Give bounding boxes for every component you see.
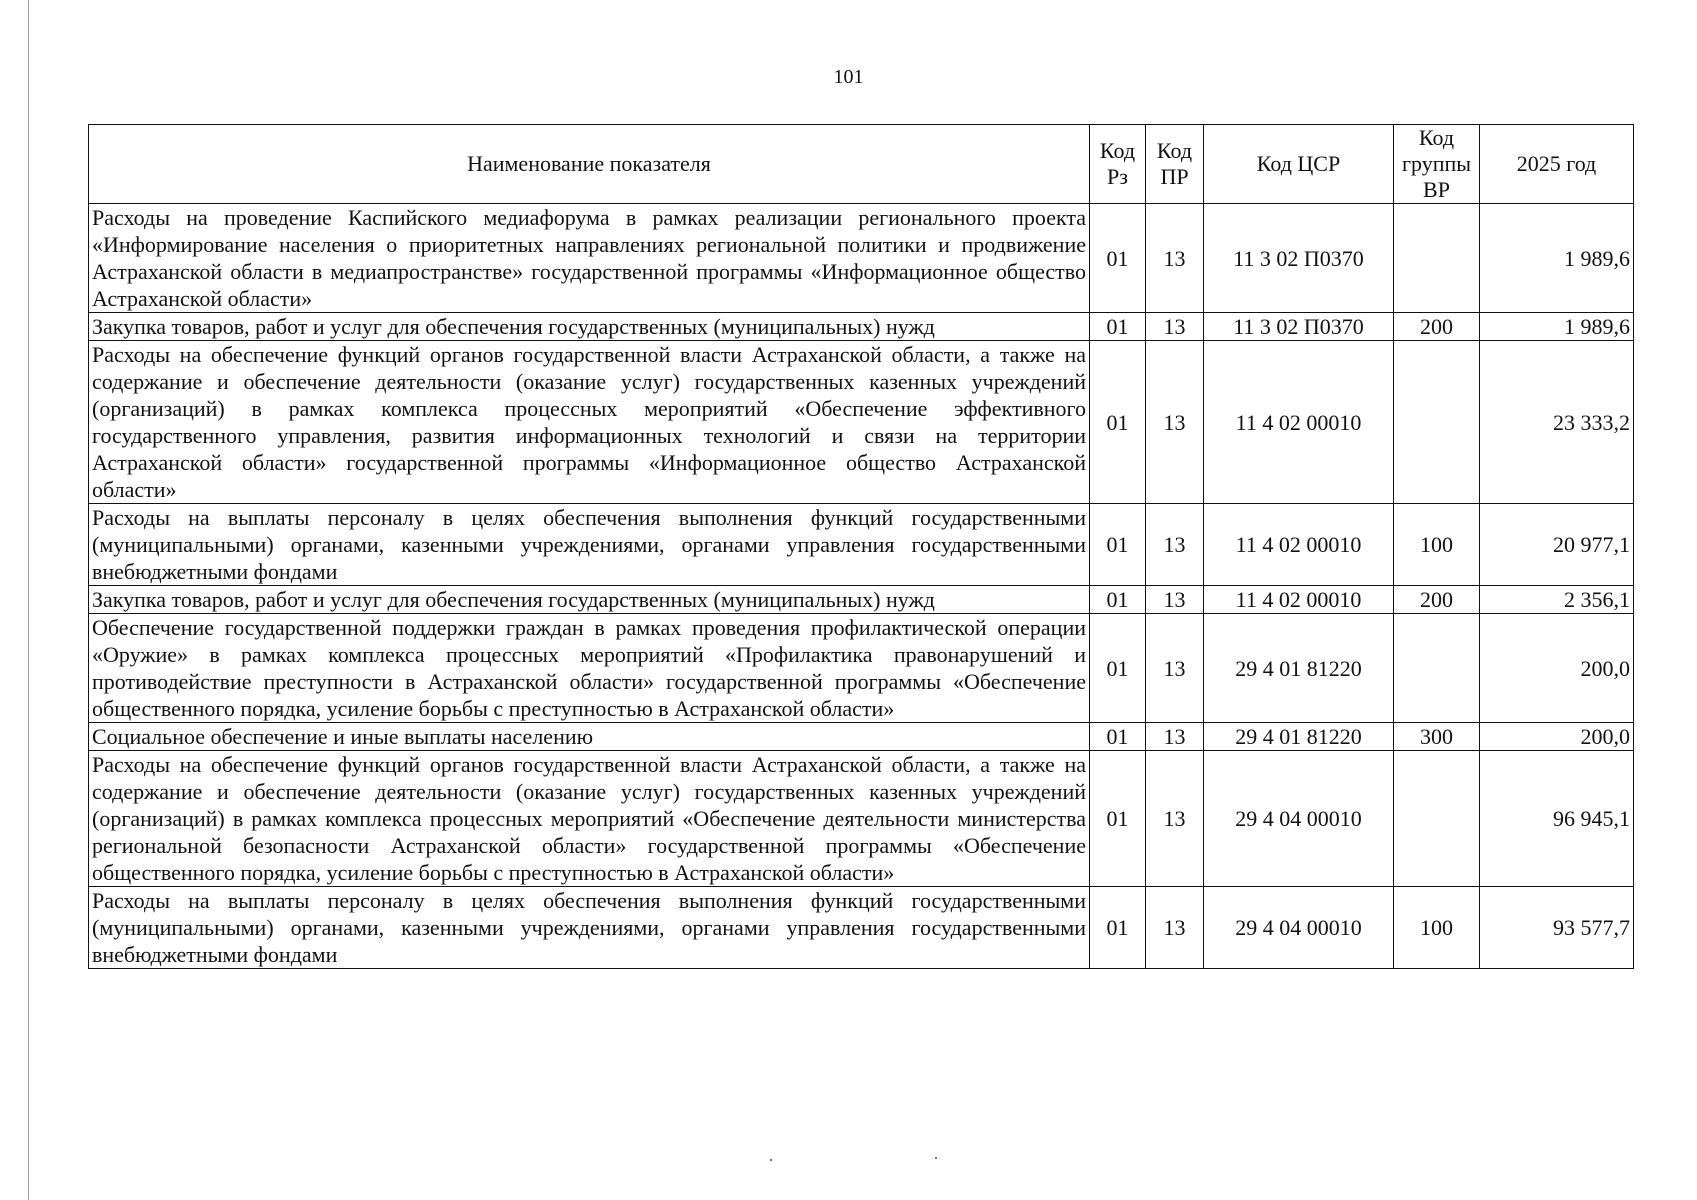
row-pr: 13 (1146, 751, 1204, 887)
table-row (89, 586, 1634, 614)
table-row (89, 341, 1634, 504)
row-rz: 01 (1090, 723, 1146, 751)
row-vr: 200 (1394, 313, 1480, 341)
scan-artifact (770, 1159, 772, 1161)
row-vr (1394, 204, 1480, 313)
row-name: Обеспечение государственной поддержки граждан в рамках проведения профилактической операции «Оружие» в рамках комплекса процессных мероприятий «Профилактика правонарушений и противодействие преступности в Астраханской области» государственной программы «Обеспечение общественного порядка, усиление борьбы с преступностью в Астраханской области» (89, 614, 1090, 723)
row-pr: 13 (1146, 614, 1204, 723)
row-pr: 13 (1146, 204, 1204, 313)
row-csr: 29 4 04 00010 (1204, 887, 1394, 969)
row-amount: 200,0 (1480, 723, 1634, 751)
row-csr: 11 3 02 П0370 (1204, 204, 1394, 313)
row-csr: 11 4 02 00010 (1204, 586, 1394, 614)
row-amount: 1 989,6 (1480, 313, 1634, 341)
header-csr: Код ЦСР (1204, 125, 1394, 204)
row-name: Расходы на выплаты персоналу в целях обеспечения выполнения функций государственными (муниципальными) органами, казенными учреждениями, органами управления государственными внебюджетными фондами (89, 887, 1090, 969)
row-name: Расходы на обеспечение функций органов государственной власти Астраханской области, а также на содержание и обеспечение деятельности (оказание услуг) государственных казенных учреждений (организаций) в рамках комплекса процессных мероприятий «Обеспечение эффективного государственного управления, развития информационных технологий и связи на территории Астраханской области» государственной программы «Информационное общество Астраханской области» (89, 341, 1090, 504)
row-amount: 1 989,6 (1480, 204, 1634, 313)
row-csr: 11 4 02 00010 (1204, 341, 1394, 504)
row-vr: 200 (1394, 586, 1480, 614)
row-csr: 11 4 02 00010 (1204, 504, 1394, 586)
budget-table (88, 124, 1634, 969)
row-amount: 2 356,1 (1480, 586, 1634, 614)
row-name: Социальное обеспечение и иные выплаты населению (89, 723, 1090, 751)
row-vr (1394, 341, 1480, 504)
table-row (89, 887, 1634, 969)
row-pr: 13 (1146, 887, 1204, 969)
row-pr: 13 (1146, 723, 1204, 751)
row-amount: 96 945,1 (1480, 751, 1634, 887)
row-vr (1394, 751, 1480, 887)
row-name: Расходы на проведение Каспийского медиафорума в рамках реализации регионального проекта «Информирование населения о приоритетных направлениях региональной политики и продвижение Астраханской области в медиапространстве» государственной программы «Информационное общество Астраханской области» (89, 204, 1090, 313)
row-csr: 29 4 01 81220 (1204, 614, 1394, 723)
row-vr: 300 (1394, 723, 1480, 751)
row-pr: 13 (1146, 504, 1204, 586)
header-pr: Код ПР (1146, 125, 1204, 204)
row-pr: 13 (1146, 586, 1204, 614)
row-rz: 01 (1090, 504, 1146, 586)
row-amount: 93 577,7 (1480, 887, 1634, 969)
row-amount: 20 977,1 (1480, 504, 1634, 586)
table-header-row (89, 125, 1634, 204)
row-rz: 01 (1090, 614, 1146, 723)
row-name: Расходы на выплаты персоналу в целях обеспечения выполнения функций государственными (муниципальными) органами, казенными учреждениями, органами управления государственными внебюджетными фондами (89, 504, 1090, 586)
row-amount: 23 333,2 (1480, 341, 1634, 504)
row-csr: 29 4 01 81220 (1204, 723, 1394, 751)
row-vr: 100 (1394, 887, 1480, 969)
row-rz: 01 (1090, 204, 1146, 313)
scan-artifact (935, 1157, 937, 1159)
row-vr (1394, 614, 1480, 723)
row-name: Расходы на обеспечение функций органов государственной власти Астраханской области, а также на содержание и обеспечение деятельности (оказание услуг) государственных казенных учреждений (организаций) в рамках комплекса процессных мероприятий «Обеспечение деятельности министерства региональной безопасности Астраханской области» государственной программы «Обеспечение общественного порядка, усиление борьбы с преступностью в Астраханской области» (89, 751, 1090, 887)
row-vr: 100 (1394, 504, 1480, 586)
row-name: Закупка товаров, работ и услуг для обеспечения государственных (муниципальных) нужд (89, 586, 1090, 614)
row-pr: 13 (1146, 313, 1204, 341)
header-vr: Код группы ВР (1394, 125, 1480, 204)
table-row (89, 751, 1634, 887)
table-row (89, 614, 1634, 723)
row-pr: 13 (1146, 341, 1204, 504)
row-name: Закупка товаров, работ и услуг для обеспечения государственных (муниципальных) нужд (89, 313, 1090, 341)
header-rz: Код Рз (1090, 125, 1146, 204)
header-year: 2025 год (1480, 125, 1634, 204)
table-row (89, 723, 1634, 751)
row-rz: 01 (1090, 887, 1146, 969)
row-rz: 01 (1090, 751, 1146, 887)
page-number: 101 (833, 66, 864, 88)
scan-edge-line (28, 0, 29, 1200)
row-rz: 01 (1090, 586, 1146, 614)
table-row (89, 204, 1634, 313)
table-row (89, 313, 1634, 341)
row-csr: 29 4 04 00010 (1204, 751, 1394, 887)
row-amount: 200,0 (1480, 614, 1634, 723)
row-csr: 11 3 02 П0370 (1204, 313, 1394, 341)
header-name: Наименование показателя (89, 125, 1090, 204)
table-row (89, 504, 1634, 586)
row-rz: 01 (1090, 313, 1146, 341)
row-rz: 01 (1090, 341, 1146, 504)
